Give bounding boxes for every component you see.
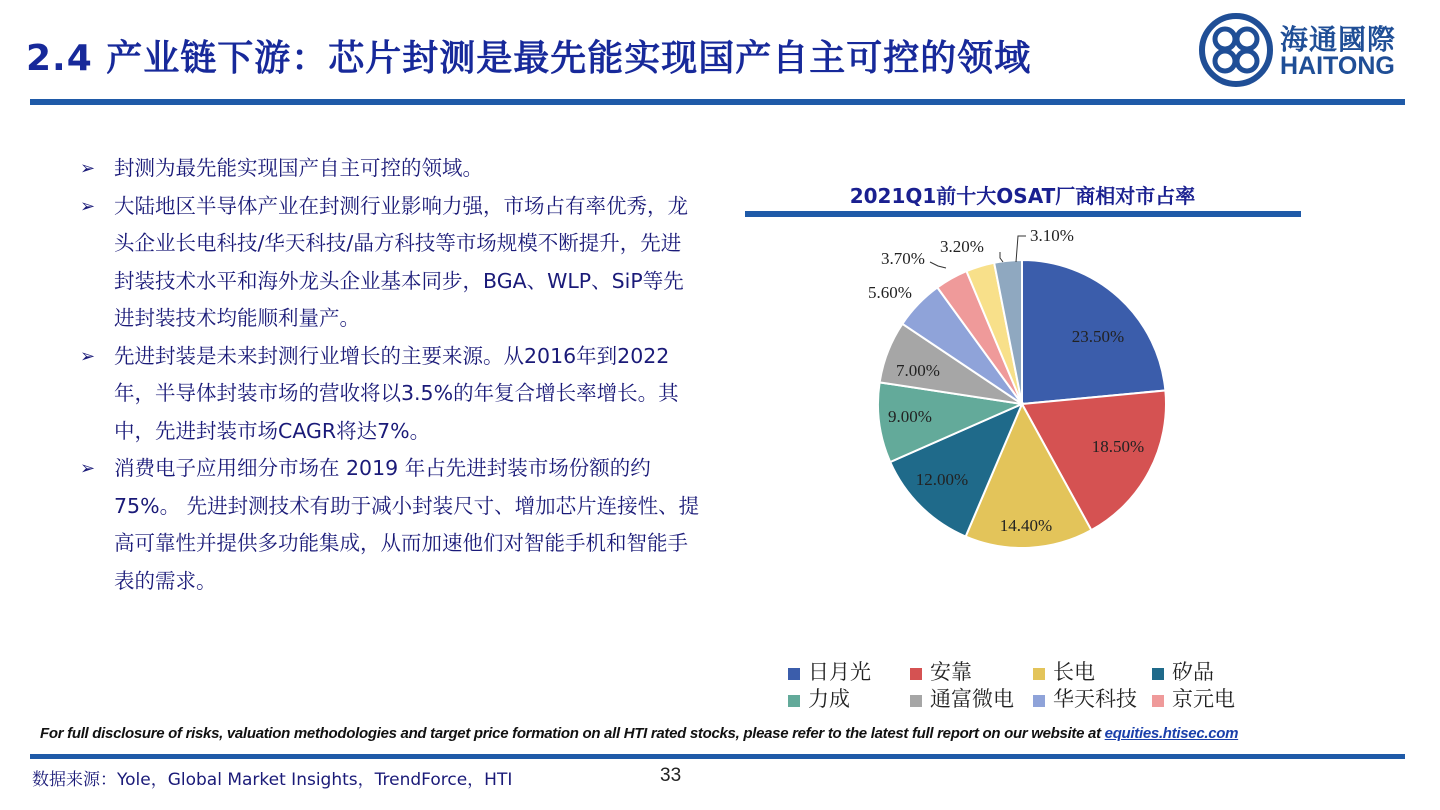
legend-item <box>910 656 972 682</box>
pie-data-label: 3.20% <box>940 236 984 256</box>
legend-item <box>1152 683 1235 709</box>
arrow-bullet-icon: ➢ <box>80 458 96 479</box>
legend-swatch <box>1033 695 1045 707</box>
legend-swatch <box>788 695 800 707</box>
legend-label: 通富微电 <box>930 687 1014 711</box>
legend-item <box>910 683 1014 709</box>
bullet-text: 消费电子应用细分市场在 2019 年占先进封装市场份额的约 75%。 先进封测技术有助于减小封装尺寸、增加芯片连接性、提高可靠性并提供多功能集成，从而加速他们对智能手机和智能手表的需求。 <box>114 456 700 593</box>
bullet-text: 封测为最先能实现国产自主可控的领域。 <box>114 156 483 180</box>
legend-item <box>788 656 871 682</box>
leader-line <box>930 262 946 268</box>
logo-text-cn: 海通國際 <box>1280 23 1397 56</box>
pie-data-label: 7.00% <box>896 360 940 380</box>
legend-swatch <box>1152 695 1164 707</box>
pie-data-label: 5.60% <box>868 282 912 302</box>
legend-item <box>1152 656 1214 682</box>
legend-swatch <box>910 668 922 680</box>
disclaimer-text: For full disclosure of risks, valuation methodologies and target price formation on all HTI rated stocks, please refer to the latest full report on our website at <box>40 725 1101 742</box>
legend-label: 矽品 <box>1172 660 1214 684</box>
pie-data-label: 23.50% <box>1071 326 1125 346</box>
logo-text-en: HAITONG <box>1280 52 1395 80</box>
pie-data-label: 14.40% <box>999 515 1053 535</box>
legend-swatch <box>1033 668 1045 680</box>
legend-label: 日月光 <box>808 660 871 684</box>
legend-label: 安靠 <box>930 660 972 684</box>
bullet-text: 先进封装是未来封测行业增长的主要来源。从2016年到2022年，半导体封装市场的营收将以3.5%的年复合增长率增长。其中，先进封装市场CAGR将达7%。 <box>114 343 679 443</box>
website-link[interactable]: equities.htisec.com <box>1104 725 1239 742</box>
pie-data-label: 9.00% <box>888 406 932 426</box>
page-number: 33 <box>660 765 682 786</box>
chart-title: 2021Q1前十大OSAT厂商相对市占率 <box>849 184 1196 208</box>
legend-swatch <box>910 695 922 707</box>
arrow-bullet-icon: ➢ <box>80 158 96 179</box>
legend-item <box>1033 683 1137 709</box>
legend-label: 力成 <box>808 687 850 711</box>
pie-data-label: 3.70% <box>881 248 925 268</box>
legend-label: 华天科技 <box>1053 687 1137 711</box>
legend-label: 长电 <box>1053 660 1095 684</box>
data-source: 数据来源：Yole，Global Market Insights，TrendForce，HTI <box>32 770 513 790</box>
legend-label: 京元电 <box>1172 687 1235 711</box>
pie-data-label: 12.00% <box>915 469 969 489</box>
footer-divider <box>30 754 1405 759</box>
arrow-bullet-icon: ➢ <box>80 345 96 367</box>
leader-line <box>1016 236 1026 262</box>
legend-item <box>788 683 850 709</box>
arrow-bullet-icon: ➢ <box>80 195 96 217</box>
page-title: 2.4 产业链下游：芯片封测是最先能实现国产自主可控的领域 <box>26 38 1032 79</box>
disclaimer <box>40 725 1238 742</box>
pie-data-label: 18.50% <box>1091 436 1145 456</box>
legend-swatch <box>788 668 800 680</box>
legend-swatch <box>1152 668 1164 680</box>
legend-item <box>1033 656 1095 682</box>
bullet-text: 大陆地区半导体产业在封测行业影响力强，市场占有率优秀，龙头企业长电科技/华天科技/晶方科技等市场规模不断提升，先进封装技术水平和海外龙头企业基本同步，BGA、WLP、SiP等先进封装技术均能顺利量产。 <box>114 193 688 330</box>
pie-data-label: 3.10% <box>1030 225 1074 245</box>
